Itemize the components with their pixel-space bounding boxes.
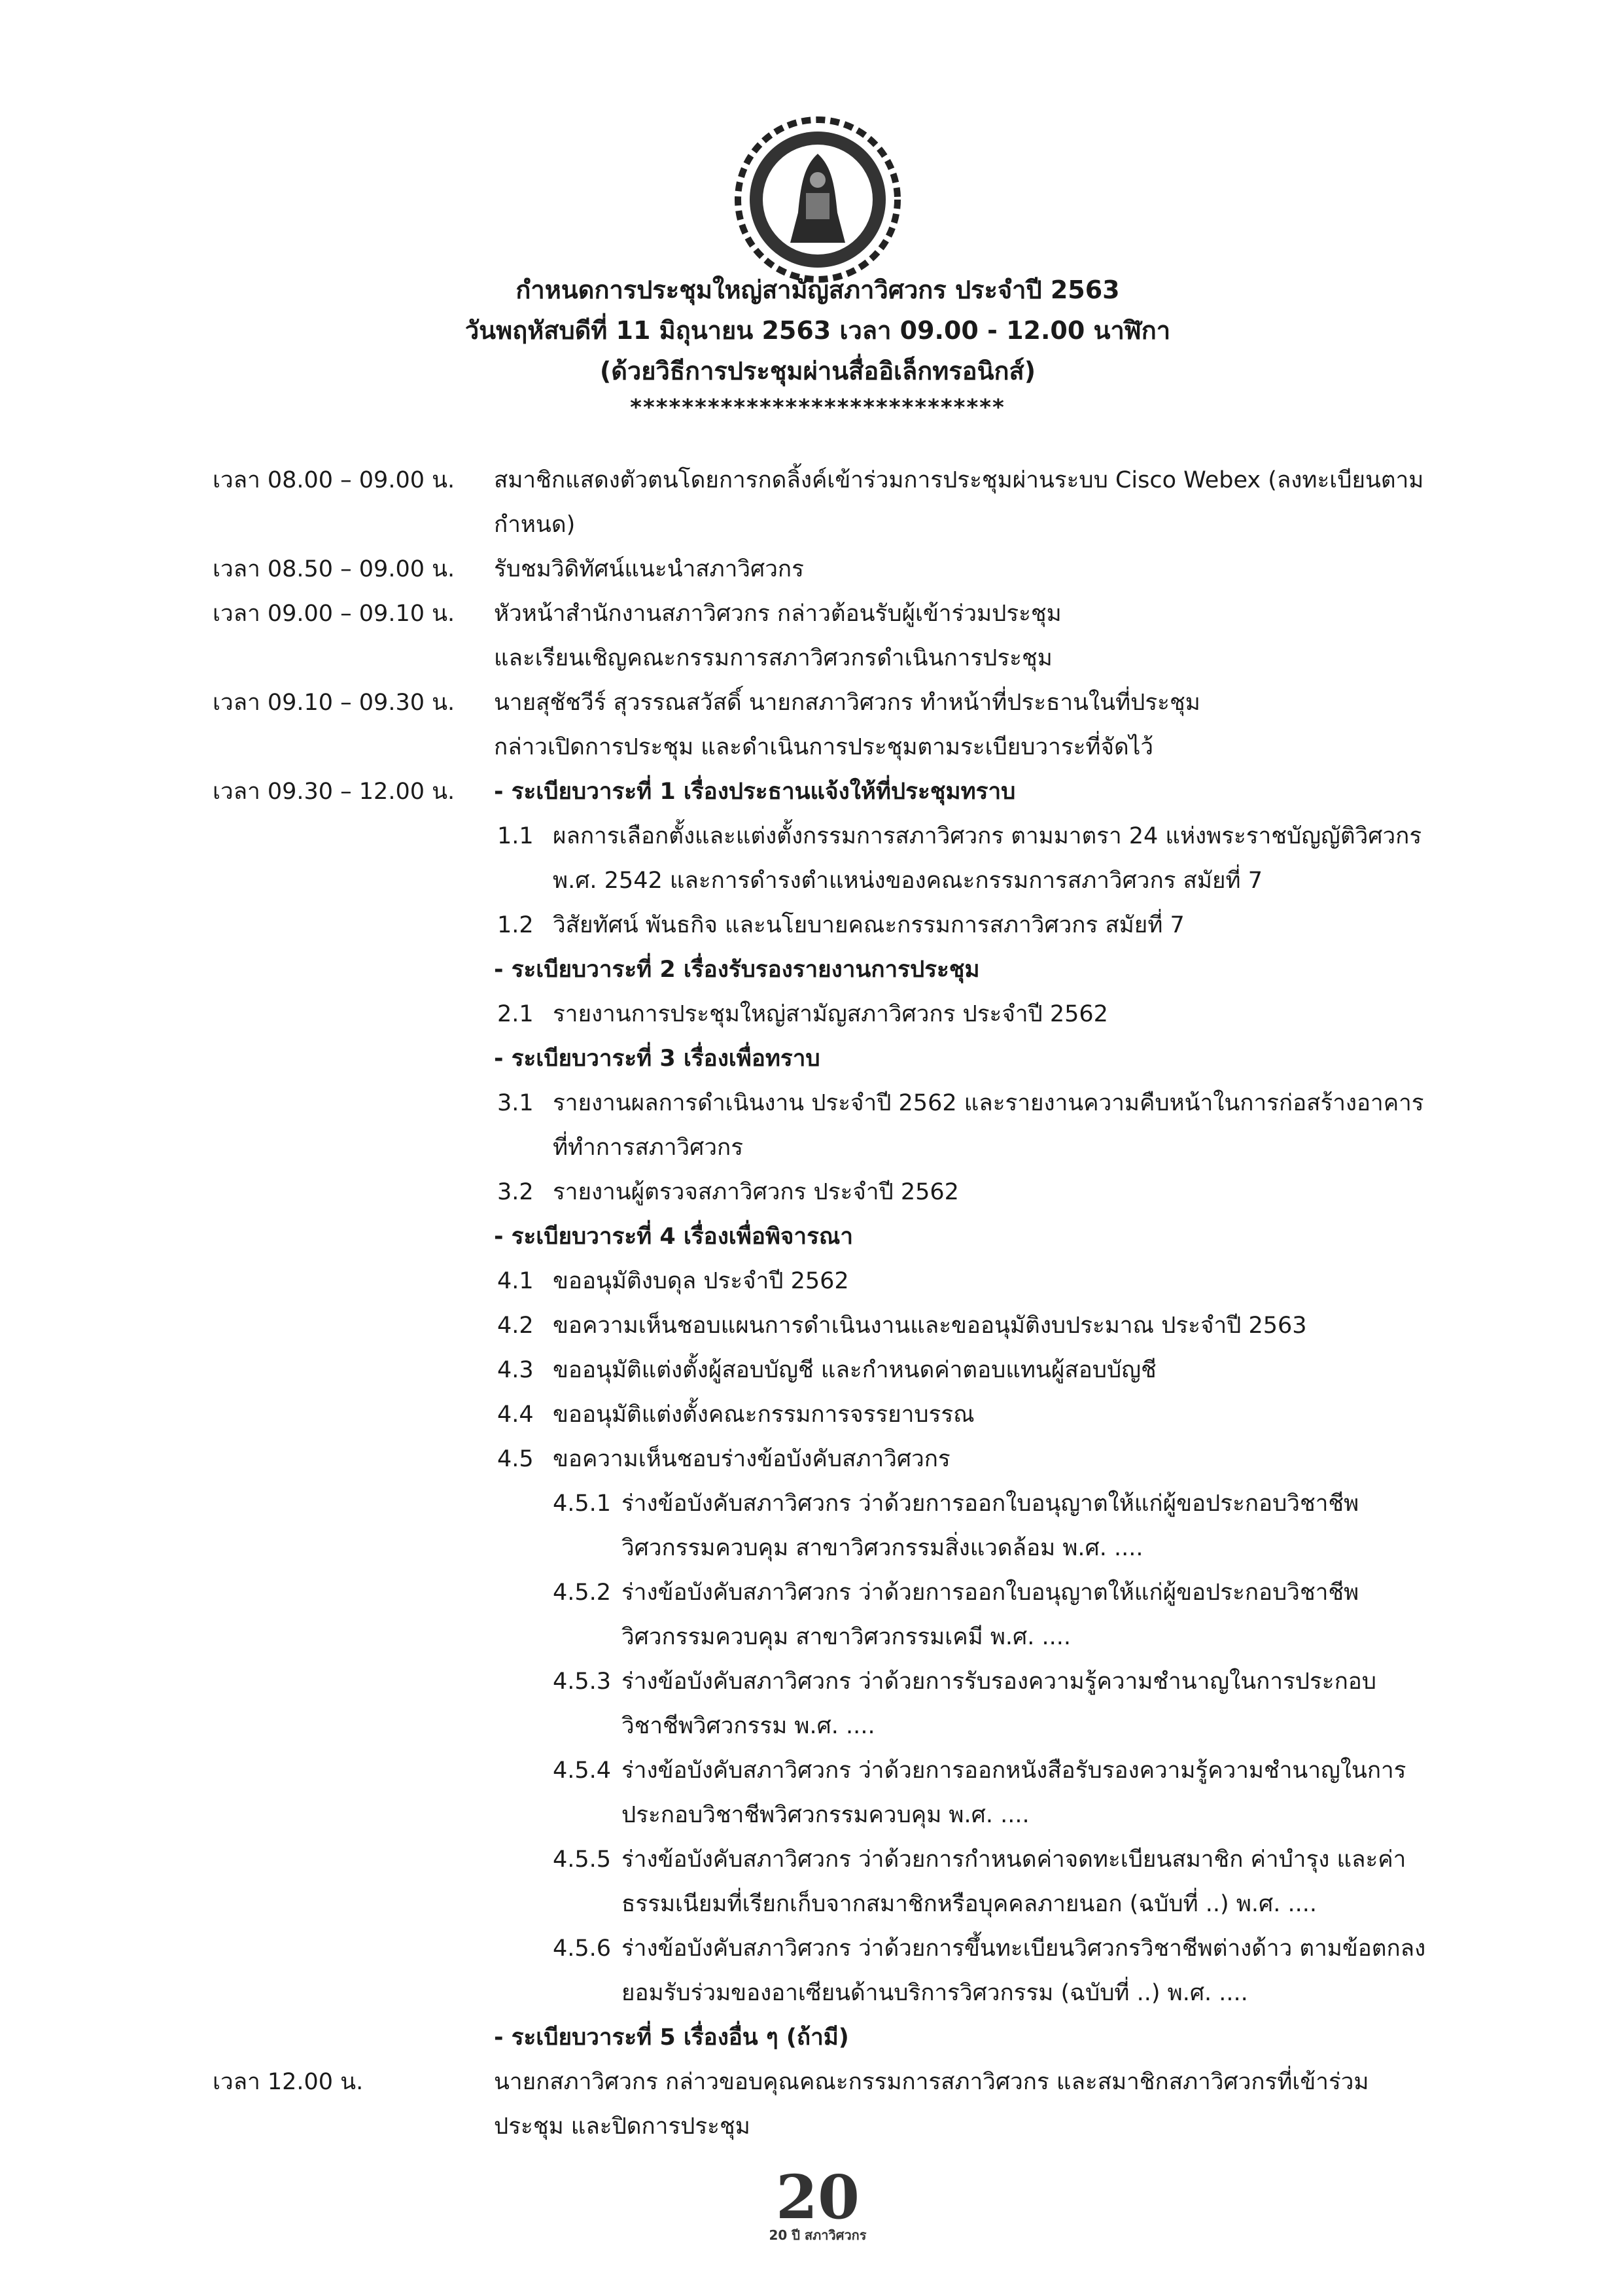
agenda-item-number: 2.1	[497, 1001, 534, 1027]
agenda-subitem-number: 4.5.4	[553, 1757, 612, 1784]
agenda-item	[494, 1081, 1429, 1170]
agenda-item-text: รายงานผลการดำเนินงาน ประจำปี 2562 และรายงานความคืบหน้าในการก่อสร้างอาคารที่ทำการสภาวิศวกร	[553, 1090, 1424, 1161]
agenda-item	[494, 1348, 1429, 1392]
agenda-item-text: ผลการเลือกตั้งและแต่งตั้งกรรมการสภาวิศวกร ตามมาตรา 24 แห่งพระราชบัญญัติวิศวกร พ.ศ. 2542 และการดำรงตำแหน่งของคณะกรรมการสภาวิศวกร สมัยที่ 7	[553, 823, 1422, 894]
meeting-title-block	[393, 270, 1243, 424]
agenda-3-heading: - ระเบียบวาระที่ 3 เรื่องเพื่อทราบ	[494, 1046, 820, 1072]
agenda-item-text: ขออนุมัติงบดุล ประจำปี 2562	[553, 1268, 849, 1294]
agenda-item-text: ขออนุมัติแต่งตั้งคณะกรรมการจรรยาบรรณ	[553, 1402, 975, 1428]
schedule-row	[0, 592, 1623, 680]
agenda-item-number: 1.1	[497, 823, 534, 849]
title-divider-stars: *****************************	[630, 395, 1005, 421]
schedule-time: เวลา 09.30 – 12.00 น.	[213, 779, 455, 805]
schedule-text: และเรียนเชิญคณะกรรมการสภาวิศวกรดำเนินการประชุม	[494, 645, 1053, 671]
agenda-5-heading: - ระเบียบวาระที่ 5 เรื่องอื่น ๆ (ถ้ามี)	[494, 2024, 849, 2051]
agenda-item	[494, 1170, 1429, 1214]
schedule-row-closing	[0, 2060, 1623, 2149]
agenda-item-text: ขอความเห็นชอบร่างข้อบังคับสภาวิศวกร	[553, 1446, 951, 1472]
agenda-item-number: 1.2	[497, 912, 534, 938]
agenda-item-number: 4.2	[497, 1313, 534, 1339]
agenda-item-number: 4.4	[497, 1402, 534, 1428]
schedule-text: นายสุชัชวีร์ สุวรรณสวัสดิ์ นายกสภาวิศวกร ทำหน้าที่ประธานในที่ประชุม	[494, 690, 1200, 716]
agenda-item-text: ขออนุมัติแต่งตั้งผู้สอบบัญชี และกำหนดค่าตอบแทนผู้สอบบัญชี	[553, 1357, 1157, 1383]
agenda-item-number: 4.3	[497, 1357, 534, 1383]
agenda-subitem	[494, 1837, 1429, 1926]
agenda-item-text: ขอความเห็นชอบแผนการดำเนินงานและขออนุมัติงบประมาณ ประจำปี 2563	[553, 1313, 1307, 1339]
agenda-subitem-text: ร่างข้อบังคับสภาวิศวกร ว่าด้วยการขึ้นทะเบียนวิศวกรวิชาชีพต่างด้าว ตามข้อตกลงยอมรับร่วมของอาเซียนด้านบริการวิศวกรรม (ฉบับที่ ..) พ.ศ. ....	[621, 1935, 1426, 2006]
agenda-subitem-text: ร่างข้อบังคับสภาวิศวกร ว่าด้วยการออกใบอนุญาตให้แก่ผู้ขอประกอบวิชาชีพวิศวกรรมควบคุม สาขาวิศวกรรมเคมี พ.ศ. ....	[621, 1580, 1359, 1650]
agenda-subitem	[494, 1748, 1429, 1837]
meeting-schedule	[0, 458, 1623, 2149]
agenda-item-text: รายงานผู้ตรวจสภาวิศวกร ประจำปี 2562	[553, 1179, 959, 1205]
agenda-item	[494, 1437, 1429, 1481]
agenda-item	[494, 1303, 1429, 1348]
schedule-row	[0, 458, 1623, 547]
schedule-time: เวลา 12.00 น.	[213, 2069, 364, 2095]
schedule-row	[0, 769, 1623, 2060]
closing-text: นายกสภาวิศวกร กล่าวขอบคุณคณะกรรมการสภาวิศวกร และสมาชิกสภาวิศวกรที่เข้าร่วมประชุม และปิดการประชุม	[494, 2069, 1369, 2140]
schedule-time: เวลา 08.00 – 09.00 น.	[213, 467, 455, 493]
schedule-time: เวลา 08.50 – 09.00 น.	[213, 556, 455, 582]
agenda-item-number: 3.2	[497, 1179, 534, 1205]
agenda-item-number: 3.1	[497, 1090, 534, 1116]
schedule-time: เวลา 09.00 – 09.10 น.	[213, 601, 455, 627]
agenda-subitem	[494, 1570, 1429, 1659]
schedule-row	[0, 547, 1623, 592]
agenda-1-heading: - ระเบียบวาระที่ 1 เรื่องประธานแจ้งให้ที่ประชุมทราบ	[494, 779, 1016, 805]
agenda-4-heading: - ระเบียบวาระที่ 4 เรื่องเพื่อพิจารณา	[494, 1224, 853, 1250]
agenda-item	[494, 992, 1429, 1036]
agenda-item-text: วิสัยทัศน์ พันธกิจ และนโยบายคณะกรรมการสภาวิศวกร สมัยที่ 7	[553, 912, 1185, 938]
agenda-item	[494, 903, 1429, 947]
schedule-row	[0, 680, 1623, 769]
agenda-subitem-text: ร่างข้อบังคับสภาวิศวกร ว่าด้วยการกำหนดค่าจดทะเบียนสมาชิก ค่าบำรุง และค่าธรรมเนียมที่เรียกเก็บจากสมาชิกหรือบุคคลภายนอก (ฉบับที่ ..) พ.ศ. ....	[621, 1846, 1406, 1917]
agenda-item	[494, 814, 1429, 903]
agenda-item-number: 4.1	[497, 1268, 534, 1294]
schedule-text: รับชมวิดิทัศน์แนะนำสภาวิศวกร	[494, 556, 804, 582]
agenda-item	[494, 1259, 1429, 1303]
agenda-subitem-number: 4.5.5	[553, 1846, 612, 1873]
meeting-date-time: วันพฤหัสบดีที่ 11 มิถุนายน 2563 เวลา 09.00 - 12.00 นาฬิกา	[464, 316, 1171, 345]
schedule-time: เวลา 09.10 – 09.30 น.	[213, 690, 455, 716]
agenda-subitem-number: 4.5.3	[553, 1669, 612, 1695]
agenda-subitem-text: ร่างข้อบังคับสภาวิศวกร ว่าด้วยการออกใบอนุญาตให้แก่ผู้ขอประกอบวิชาชีพวิศวกรรมควบคุม สาขาวิศวกรรมสิ่งแวดล้อม พ.ศ. ....	[621, 1491, 1359, 1561]
agenda-subitem-number: 4.5.6	[553, 1935, 612, 1962]
agenda-subitem-text: ร่างข้อบังคับสภาวิศวกร ว่าด้วยการรับรองความรู้ความชำนาญในการประกอบวิชาชีพวิศวกรรม พ.ศ. ....	[621, 1669, 1377, 1739]
agenda-subitem-number: 4.5.1	[553, 1491, 612, 1517]
schedule-text: หัวหน้าสำนักงานสภาวิศวกร กล่าวต้อนรับผู้เข้าร่วมประชุม	[494, 601, 1062, 627]
agenda-subitem	[494, 1481, 1429, 1570]
agenda-item-text: รายงานการประชุมใหญ่สามัญสภาวิศวกร ประจำปี 2562	[553, 1001, 1108, 1027]
agenda-subitem	[494, 1659, 1429, 1748]
agenda-subitem	[494, 1926, 1429, 2015]
schedule-text: สมาชิกแสดงตัวตนโดยการกดลิ้งค์เข้าร่วมการประชุมผ่านระบบ Cisco Webex (ลงทะเบียนตามกำหนด)	[494, 467, 1424, 538]
anniversary-20-logo	[769, 2156, 867, 2254]
meeting-method: (ด้วยวิธีการประชุมผ่านสื่ออิเล็กทรอนิกส์)	[599, 357, 1036, 385]
agenda-subitem-number: 4.5.2	[553, 1580, 612, 1606]
agenda-subitem-text: ร่างข้อบังคับสภาวิศวกร ว่าด้วยการออกหนังสือรับรองความรู้ความชำนาญในการประกอบวิชาชีพวิศวกรรมควบคุม พ.ศ. ....	[621, 1757, 1406, 1828]
agenda-item	[494, 1392, 1429, 1437]
anniversary-caption: 20 ปี สภาวิศวกร	[769, 2227, 867, 2243]
anniversary-number: 20	[775, 2162, 860, 2233]
schedule-text: กล่าวเปิดการประชุม และดำเนินการประชุมตามระเบียบวาระที่จัดไว้	[494, 734, 1153, 760]
meeting-title: กำหนดการประชุมใหญ่สามัญสภาวิศวกร ประจำปี 2563	[515, 275, 1120, 304]
agenda-2-heading: - ระเบียบวาระที่ 2 เรื่องรับรองรายงานการประชุม	[494, 957, 980, 983]
agenda-item-number: 4.5	[497, 1446, 534, 1472]
council-of-engineers-emblem-icon	[733, 115, 903, 285]
